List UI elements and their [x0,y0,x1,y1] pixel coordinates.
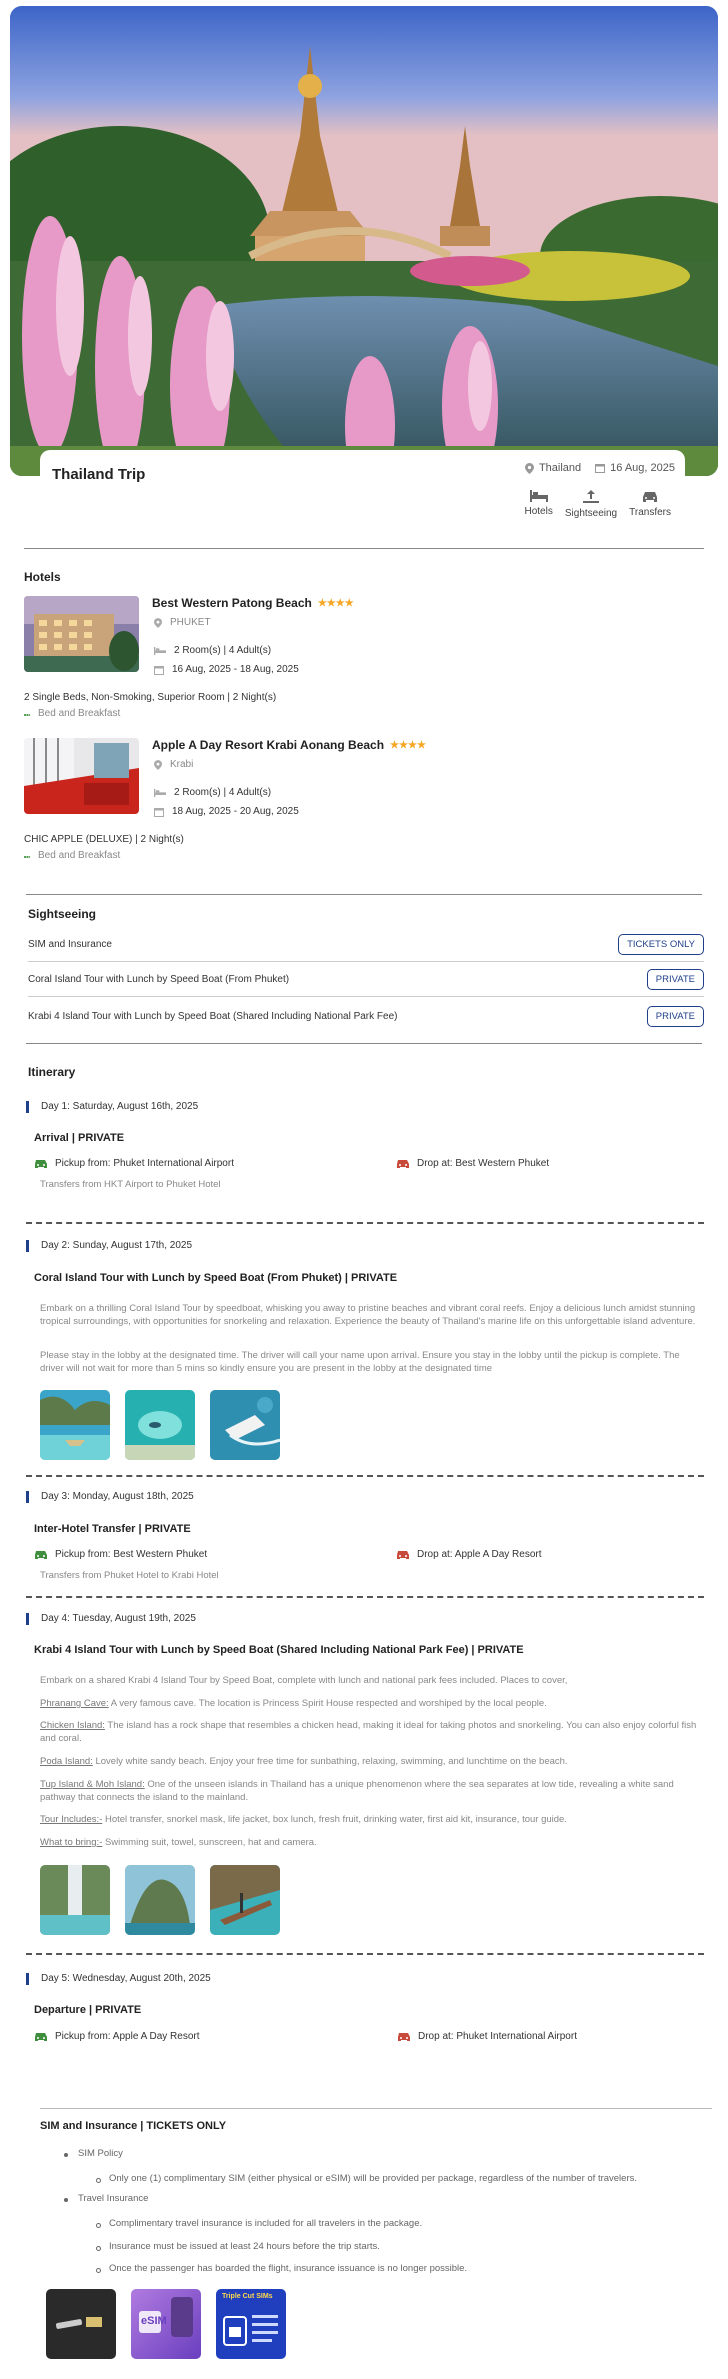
itinerary-heading: Itinerary [28,1065,76,1079]
service-transfers[interactable] [629,490,671,519]
pickup-car-icon [34,1159,48,1169]
what-to-bring [40,1836,700,1849]
car-icon [642,490,658,503]
service-transfers-label: Transfers [629,507,671,518]
sightseeing-icon [583,490,599,504]
what-to-bring-text: Swimming suit, towel, sunscreen, hat and camera. [102,1837,317,1848]
tour-instructions: Please stay in the lobby at the designated time. The driver will call your name upon arrival. Ensure you stay in the lobby until the pickup is complete. The driver will not wait for more than 5 mins so kindly ensure you are present in the lobby at the designated time [40,1350,680,1374]
calendar-icon [154,807,164,817]
tour-description: Embark on a thrilling Coral Island Tour by speedboat, whisking you away to pristine beaches and vibrant coral reefs. Enjoy a delicious lunch amidst stunning tropical surroundings, with opportunities for snorkeling and relaxation. Experience the beauty of Thailand's marine life on this unforgettable island adventure. [40,1303,696,1327]
pickup-location-text: Pickup from: Best Western Phuket [55,1549,208,1560]
sightseeing-heading: Sightseeing [28,907,97,921]
drop-location-text: Drop at: Phuket International Airport [418,2031,577,2042]
sightseeing-item-name: SIM and Insurance [28,939,112,950]
tour-photo [210,1390,280,1460]
calendar-icon [595,463,605,473]
hotel-name[interactable] [152,738,426,752]
insurance-item: Complimentary travel insurance is included for all travelers in the package. [109,2218,423,2229]
tour-photo [40,1865,110,1935]
day-separator [26,1475,704,1477]
pickup-car-icon [34,1550,48,1560]
day-title: Krabi 4 Island Tour with Lunch by Speed Boat (Shared Including National Park Fee) | PRIVATE [34,1644,524,1656]
tour-stop [40,1778,700,1804]
star-rating: ★★★★ [390,739,426,751]
sightseeing-item[interactable] [28,928,704,962]
star-rating: ★★★★ [317,597,354,609]
ticket-type-badge: PRIVATE [647,969,704,990]
drop-location-text: Drop at: Best Western Phuket [417,1158,550,1169]
transfer-note: Transfers from Phuket Hotel to Krabi Hotel [40,1570,219,1581]
trip-services [525,490,672,519]
hotel-city [154,759,193,770]
pickup-location [34,1549,207,1560]
travel-insurance-heading: Travel Insurance [78,2193,149,2204]
drop-location [396,1158,549,1169]
hero-image [10,6,718,476]
esim-card [131,2289,201,2359]
room-description-text: CHIC APPLE (DELUXE) | 2 Night(s) [24,834,184,845]
pickup-location [34,2031,200,2042]
meal-icon: ⑉ [24,708,30,719]
hotel-city-text: Krabi [170,759,194,770]
hotel-rooms-text: 2 Room(s) | 4 Adult(s) [174,645,272,656]
day-label: Day 4: Tuesday, August 19th, 2025 [26,1613,196,1625]
tour-photo [125,1390,195,1460]
drop-location-text: Drop at: Apple A Day Resort [417,1549,542,1560]
trip-summary-card [40,450,685,540]
divider [40,2108,712,2109]
room-description [24,692,276,703]
day-separator [26,1222,704,1224]
bed-icon [154,647,166,655]
tour-intro: Embark on a shared Krabi 4 Island Tour by Speed Boat, complete with lunch and national park fees included. Places to cover, [40,1675,568,1686]
trip-date [595,462,675,474]
sim-card-title: Triple Cut SIMs [222,2293,273,2300]
tour-photo [125,1865,195,1935]
location-pin-icon [154,618,162,628]
service-hotels[interactable] [525,490,553,519]
trip-title: Thailand Trip [52,466,146,483]
room-description-text: 2 Single Beds, Non-Smoking, Superior Room | 2 Night(s) [24,692,277,703]
tour-stop-text: Lovely white sandy beach. Enjoy your free time for sunbathing, relaxing, swimming, and lunchtime on the beach. [92,1756,568,1767]
hotel-city [154,617,211,628]
divider [26,894,702,895]
tour-stop-text: One of the unseen islands in Thailand has a unique phenomenon where the sea separates at low tide, revealing a white sand pathway that connects the island to the mainland. [40,1779,674,1803]
list-bullet [96,2178,101,2183]
hotel-name[interactable] [152,596,354,610]
tour-stop-name: Poda Island: [40,1756,93,1767]
day-label: Day 5: Wednesday, August 20th, 2025 [26,1973,211,1985]
day-title: Departure | PRIVATE [34,2004,142,2016]
tour-photo [210,1865,280,1935]
triple-cut-sim-card [216,2289,286,2359]
bed-icon [154,789,166,797]
day-title: Coral Island Tour with Lunch by Speed Boat (From Phuket) | PRIVATE [34,1272,398,1284]
hotels-heading: Hotels [24,570,61,584]
bed-icon [530,490,548,502]
tour-stop-name: Phranang Cave: [40,1698,109,1709]
hotel-name-text: Apple A Day Resort Krabi Aonang Beach [152,738,385,752]
list-bullet [96,2223,101,2228]
hotel-name-text: Best Western Patong Beach [152,596,312,610]
list-bullet [64,2198,68,2202]
drop-location [396,1549,542,1560]
list-bullet [96,2246,101,2251]
pickup-location-text: Pickup from: Phuket International Airport [55,1158,234,1169]
tour-stop-name: Chicken Island: [40,1720,105,1731]
service-sightseeing-label: Sightseeing [564,508,618,519]
tour-stop [40,1755,700,1768]
hotel-dates [154,664,299,675]
ticket-type-badge: PRIVATE [647,1006,704,1027]
tour-includes-text: Hotel transfer, snorkel mask, life jacket, box lunch, fresh fruit, drinking water, first aid kit, insurance, tour guide. [102,1814,567,1825]
transfer-note: Transfers from HKT Airport to Phuket Hotel [40,1179,221,1190]
hotel-image [24,738,139,814]
meal-plan-text: Bed and Breakfast [38,850,121,861]
sim-policy-heading: SIM Policy [78,2148,123,2159]
day-label: Day 3: Monday, August 18th, 2025 [26,1491,194,1503]
sightseeing-item[interactable] [28,999,704,1033]
ticket-type-badge: TICKETS ONLY [618,934,704,955]
tour-photo [40,1390,110,1460]
service-hotels-label: Hotels [524,506,553,517]
calendar-icon [154,665,164,675]
divider [24,548,704,549]
tour-includes [40,1813,700,1826]
tour-includes-label: Tour Includes:- [40,1814,103,1825]
trip-date-text: 16 Aug, 2025 [610,462,675,474]
day-title: Inter-Hotel Transfer | PRIVATE [34,1523,191,1535]
hotel-city-text: PHUKET [170,617,211,628]
trip-location [525,462,581,474]
what-to-bring-label: What to bring:- [40,1837,103,1848]
tour-stop-text: The island has a rock shape that resembles a chicken head, making it ideal for taking photos and snorkeling. You can also enjoy colorful fish and coral. [40,1720,697,1744]
service-sightseeing[interactable] [565,490,617,519]
day-label: Day 2: Sunday, August 17th, 2025 [26,1240,192,1252]
meal-plan [24,850,120,861]
hotel-dates-text: 18 Aug, 2025 - 20 Aug, 2025 [172,806,299,817]
hotel-rooms [154,645,271,656]
tour-stop-text: A very famous cave. The location is Princess Spirit House respected and worshiped by the local people. [108,1698,547,1709]
insurance-item: Once the passenger has boarded the flight, insurance issuance is no longer possible. [109,2263,468,2274]
drop-car-icon [396,1159,410,1169]
day-separator [26,1596,704,1598]
pickup-location-text: Pickup from: Apple A Day Resort [55,2031,200,2042]
insurance-item: Insurance must be issued at least 24 hours before the trip starts. [109,2241,380,2252]
day-title: Arrival | PRIVATE [34,1132,125,1144]
location-pin-icon [154,760,162,770]
day-separator [26,1953,704,1955]
meal-icon: ⑉ [24,850,30,861]
drop-car-icon [397,2032,411,2042]
day-label: Day 1: Saturday, August 16th, 2025 [26,1101,198,1113]
trip-location-text: Thailand [538,462,582,474]
location-pin-icon [525,463,534,474]
tour-stop [40,1697,700,1710]
esim-label: eSIM [141,2315,167,2327]
trip-meta [525,462,675,474]
sim-card-photo [46,2289,116,2359]
sightseeing-item-name: Coral Island Tour with Lunch by Speed Boat (From Phuket) [28,974,290,985]
tour-stop [40,1719,700,1745]
tour-stop-name: Tup Island & Moh Island: [40,1779,145,1790]
drop-location [397,2031,577,2042]
pickup-location [34,1158,234,1169]
hotel-image [24,596,139,672]
meal-plan [24,708,120,719]
sightseeing-item[interactable] [28,963,704,997]
hotel-dates-text: 16 Aug, 2025 - 18 Aug, 2025 [172,664,299,675]
sim-insurance-title: SIM and Insurance | TICKETS ONLY [40,2120,227,2132]
sim-policy-item: Only one (1) complimentary SIM (either physical or eSIM) will be provided per package, regardless of the number of travelers. [109,2173,638,2184]
list-bullet [96,2268,101,2273]
hotel-rooms-text: 2 Room(s) | 4 Adult(s) [174,787,272,798]
hotel-dates [154,806,299,817]
list-bullet [64,2153,68,2157]
meal-plan-text: Bed and Breakfast [38,708,121,719]
hotel-rooms [154,787,271,798]
room-description [24,834,184,845]
divider [26,1043,702,1044]
drop-car-icon [396,1550,410,1560]
sightseeing-item-name: Krabi 4 Island Tour with Lunch by Speed Boat (Shared Including National Park Fee) [28,1010,398,1022]
pickup-car-icon [34,2032,48,2042]
